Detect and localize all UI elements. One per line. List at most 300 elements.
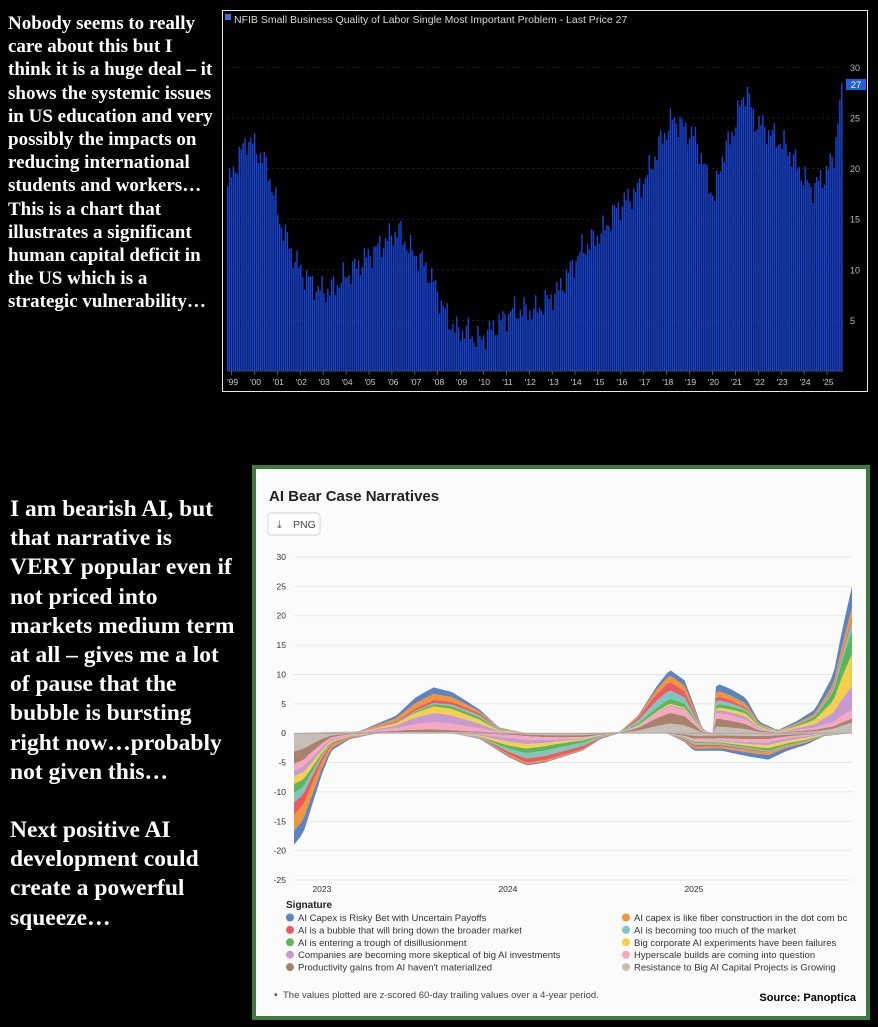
nfib-bar [826,166,827,371]
nfib-bar [520,310,521,371]
ai-y-tick: 10 [276,669,286,680]
nfib-bar [737,100,738,371]
nfib-bar [437,292,438,371]
nfib-bar [429,283,430,371]
nfib-bar [789,152,790,371]
nfib-bar [741,100,742,371]
nfib-bar [587,244,588,371]
nfib-bar [548,299,549,371]
nfib-x-tick: '02 [295,377,307,387]
nfib-bar [837,124,838,371]
nfib-bar [321,276,322,371]
nfib-bar [803,185,804,371]
legend-item-label: AI is a bubble that will bring down the broader market [298,925,522,937]
nfib-bar [574,278,575,371]
nfib-bar [758,116,759,371]
nfib-x-tick: '17 [639,377,651,387]
nfib-x-tick: '21 [730,377,742,387]
nfib-bar [294,262,295,371]
nfib-bar [799,167,800,371]
nfib-bar [448,329,449,371]
nfib-bar [275,187,276,371]
nfib-bar [271,192,272,371]
nfib-bar [550,294,551,371]
nfib-bar [495,335,496,371]
nfib-chart-title: NFIB Small Business Quality of Labor Single Most Important Problem - Last Price 27 [234,14,628,26]
nfib-x-tick: '10 [478,377,491,387]
nfib-x-tick: '16 [616,377,628,387]
nfib-bar [229,168,230,371]
nfib-bar [747,87,748,371]
nfib-bar [778,145,779,371]
ai-x-tick: 2025 [684,884,704,894]
nfib-bar [433,281,434,371]
nfib-bar [256,154,257,371]
nfib-bar [643,184,644,371]
nfib-bar [729,144,730,371]
download-icon[interactable]: ⤓ [277,519,282,531]
nfib-y-tick: 30 [850,62,861,73]
nfib-bar [323,293,324,371]
nfib-bar [485,349,486,371]
nfib-bar [479,336,480,371]
nfib-bar [783,130,784,371]
nfib-bar [510,311,511,371]
nfib-bar [475,347,476,371]
nfib-bar [566,270,567,371]
nfib-bar [728,131,729,371]
nfib-bar [539,308,540,371]
ai-bear-chart-svg [256,469,866,1016]
nfib-bar [722,157,723,371]
nfib-bar [743,97,744,371]
legend-item-label: Resistance to Big AI Capital Projects is Growing [634,962,836,974]
nfib-bar [368,249,369,371]
nfib-bar [373,246,374,371]
nfib-bar [252,144,253,371]
nfib-bar [766,144,767,371]
nfib-bar [808,183,809,371]
nfib-bar [701,153,702,371]
nfib-x-tick: '25 [822,377,834,387]
ai-area-pos-0 [294,586,852,733]
nfib-bar [312,276,313,371]
nfib-bar [772,130,773,371]
nfib-bar [454,332,455,371]
nfib-bar [408,253,409,371]
nfib-bar [335,295,336,371]
png-button-label[interactable]: PNG [293,519,316,531]
legend-swatch [286,914,294,922]
nfib-bar [233,166,234,371]
nfib-bar [466,326,467,371]
nfib-bar [568,273,569,371]
nfib-bar [518,318,519,371]
nfib-bar [327,288,328,371]
nfib-bar [629,201,630,371]
legend-swatch [286,951,294,959]
nfib-bar [525,304,526,371]
commentary-bottom-p2: Next positive AI development could create a powerful squeeze… [10,817,199,931]
commentary-top: Nobody seems to really care about this but I think it is a huge deal – it shows the systemic issues in US education and very possibly the impacts on reducing international students and workers…This is a chart that illustrates a significant human capital deficit in the US which is a strategic vulnerability… [8,13,213,313]
nfib-bar [231,177,232,371]
nfib-bar [754,131,755,371]
nfib-bar [267,181,268,371]
nfib-bar [633,189,634,371]
nfib-bar [602,215,603,371]
nfib-bar [439,313,440,371]
nfib-bar [289,249,290,371]
nfib-bar [458,327,459,371]
nfib-bar [631,209,632,371]
nfib-bar [764,127,765,371]
nfib-bar [369,256,370,371]
nfib-bar [443,306,444,371]
nfib-bar [258,163,259,371]
nfib-bar [801,181,802,371]
nfib-bar [695,127,696,371]
nfib-bar [512,308,513,371]
nfib-bar [456,317,457,371]
nfib-y-tick: 15 [850,214,861,225]
nfib-bar [627,189,628,371]
nfib-bar [308,276,309,371]
nfib-bar [285,224,286,371]
nfib-bar [250,137,251,371]
nfib-bar [841,83,842,371]
nfib-bar [277,215,278,371]
nfib-bar [822,188,823,371]
nfib-bar [325,302,326,371]
nfib-bar [341,283,342,371]
nfib-bar [560,278,561,371]
nfib-bar [599,244,600,371]
nfib-bar [343,262,344,371]
legend-swatch [622,951,630,959]
nfib-bar [677,137,678,371]
nfib-bar [774,123,775,371]
note-bullet: • [274,990,278,1001]
nfib-bar [691,126,692,371]
nfib-bar [383,248,384,371]
nfib-x-tick: '20 [707,377,720,387]
ai-y-tick: 30 [276,552,286,562]
nfib-bar [410,235,411,371]
nfib-bar [589,250,590,371]
legend-swatch [286,926,294,934]
nfib-bar [666,139,667,371]
nfib-bar [818,181,819,372]
legend-item-label: Hyperscale builds are coming into question [634,950,816,962]
nfib-bar [604,230,605,371]
nfib-bar [776,147,777,371]
nfib-bar [529,310,530,371]
nfib-bar [625,200,626,371]
nfib-bar [614,205,615,371]
legend-item-label: Companies are becoming more skeptical of big AI investments [298,950,561,962]
commentary-bottom-p1: I am bearish AI, but that narrative is VERY popular even if not priced into markets medium term at all – gives me a lot of pause that the bubble is bursting right now…probably not given this… [10,496,235,785]
nfib-bar [575,261,576,371]
nfib-bar [600,233,601,371]
legend-swatch [286,963,294,971]
nfib-bar [279,224,280,371]
nfib-bar [500,320,501,371]
ai-y-tick: -5 [278,757,286,768]
ai-y-tick: -25 [273,875,286,885]
nfib-bar [564,292,565,371]
nfib-bar [306,270,307,371]
nfib-bar [585,254,586,371]
nfib-bar [662,143,663,371]
nfib-bar [676,123,677,371]
nfib-bar [726,140,727,371]
legend-item-label: AI capex is like fiber construction in the dot com bc [634,913,848,924]
chart-source: Source: Panoptica [759,992,856,1004]
nfib-x-tick: '13 [547,377,559,387]
nfib-bar [237,174,238,371]
nfib-bar [595,246,596,371]
nfib-bar [670,108,671,371]
png-download-button[interactable] [268,513,320,535]
nfib-bar [427,282,428,371]
ai-y-tick: 15 [276,640,286,651]
nfib-bar [514,296,515,371]
nfib-bar [450,329,451,371]
nfib-bar [366,257,367,371]
nfib-bar [556,282,557,371]
nfib-bar [831,157,832,371]
nfib-bar [816,177,817,371]
nfib-bar [379,236,380,371]
nfib-bar [824,185,825,371]
nfib-x-tick: '03 [318,377,330,387]
legend-swatch [622,938,630,946]
nfib-bar [394,232,395,371]
nfib-bar [377,243,378,371]
nfib-bar [522,316,523,371]
nfib-x-tick: '14 [570,377,582,387]
nfib-x-tick: '09 [456,377,468,387]
nfib-bar [317,286,318,371]
nfib-bar [352,261,353,371]
nfib-bar [664,133,665,371]
nfib-bar [339,288,340,371]
nfib-bar [346,278,347,371]
nfib-bar [348,275,349,371]
nfib-bar [672,120,673,371]
nfib-bar [387,241,388,371]
nfib-bar [770,136,771,371]
nfib-bar [266,157,267,371]
nfib-bar [470,339,471,371]
nfib-bar [805,167,806,371]
nfib-bar [660,130,661,371]
nfib-bar [389,223,390,371]
nfib-bar [649,155,650,371]
nfib-bar [712,196,713,371]
nfib-bar [618,202,619,371]
nfib-bar [645,178,646,371]
nfib-bar [508,314,509,371]
nfib-bar [581,234,582,371]
nfib-bar [583,253,584,371]
nfib-x-tick: '24 [799,377,811,387]
nfib-bar [683,126,684,371]
nfib-bar [445,308,446,371]
nfib-bar [441,300,442,371]
nfib-bar [385,238,386,371]
nfib-bar [537,312,538,371]
ai-area-pos-5 [294,654,852,733]
nfib-bar [446,303,447,371]
nfib-bar [654,157,655,371]
nfib-bar [610,231,611,371]
nfib-bar [685,123,686,371]
nfib-bar [608,226,609,371]
nfib-bar [531,319,532,371]
nfib-bar [570,262,571,371]
chart-note: The values plotted are z-scored 60-day trailing values over a 4-year period. [283,990,599,1001]
nfib-bar [375,247,376,371]
ai-x-tick: 2024 [498,884,518,894]
nfib-bar [477,326,478,371]
ai-area-pos-2 [294,617,852,733]
nfib-bar [745,106,746,371]
nfib-bar [420,253,421,371]
nfib-bar [624,193,625,371]
nfib-bar [431,268,432,371]
nfib-bar [462,330,463,371]
nfib-bar [423,266,424,371]
nfib-bar [404,242,405,371]
nfib-bar [291,248,292,371]
ai-area-pos-3 [294,621,852,733]
legend-item-label: Big corporate AI experiments have been failures [634,937,837,949]
nfib-bar [310,277,311,371]
nfib-bar [606,225,607,371]
nfib-bar [356,269,357,371]
ai-y-tick: 25 [276,581,286,592]
nfib-chart-svg [223,11,866,390]
nfib-bar [381,257,382,371]
nfib-bar [791,167,792,371]
nfib-bar [316,292,317,371]
nfib-bar [402,245,403,371]
nfib-y-tick: 10 [850,265,861,276]
legend-swatch [286,938,294,946]
nfib-bar [421,251,422,371]
nfib-bar [487,330,488,371]
nfib-x-tick: '00 [249,377,262,387]
nfib-bar [300,265,301,371]
nfib-bar [779,144,780,371]
nfib-bar [702,164,703,371]
nfib-bar [504,314,505,371]
nfib-bar [304,289,305,371]
nfib-bar [435,280,436,371]
nfib-bar [468,317,469,371]
nfib-bar [400,221,401,371]
nfib-bar [240,149,241,371]
nfib-bar [535,295,536,371]
ai-bear-chart-title: AI Bear Case Narratives [269,488,440,505]
nfib-bar [254,133,255,371]
nfib-bar [635,192,636,371]
nfib-bar [591,229,592,371]
nfib-bar [406,250,407,371]
nfib-x-tick: '23 [776,377,788,387]
nfib-bar [242,143,243,371]
nfib-bar [689,138,690,371]
nfib-bar [806,180,807,371]
nfib-bar [554,294,555,371]
nfib-bar [658,136,659,371]
nfib-bar [314,300,315,371]
nfib-bar [262,163,263,371]
nfib-bar [523,297,524,371]
nfib-bar [668,130,669,371]
legend-swatch [622,963,630,971]
nfib-bar [720,171,721,371]
nfib-bar [785,143,786,371]
nfib-bar [753,109,754,371]
nfib-bar [239,147,240,371]
nfib-bar [641,197,642,371]
nfib-bar [489,321,490,371]
nfib-bar [597,236,598,371]
nfib-bar [656,160,657,371]
nfib-bar [679,117,680,371]
nfib-bar [835,137,836,371]
nfib-bar [647,175,648,371]
nfib-bar [620,220,621,371]
nfib-legend-swatch [225,14,231,20]
nfib-bar [235,172,236,371]
nfib-bar [547,295,548,371]
nfib-bar [302,277,303,371]
nfib-bar [283,241,284,371]
nfib-bar [393,245,394,371]
nfib-bar [506,331,507,371]
nfib-bar [344,277,345,371]
nfib-bar [828,169,829,371]
nfib-bar [699,164,700,371]
nfib-bar [264,152,265,371]
nfib-bar [697,144,698,371]
nfib-bar [354,259,355,371]
nfib-bar [693,136,694,371]
nfib-x-tick: '18 [662,377,674,387]
nfib-last-price-label: 27 [850,80,862,91]
ai-bear-chart-frame [252,465,870,1020]
nfib-bar [358,261,359,371]
nfib-bar [674,118,675,371]
nfib-bar [269,179,270,371]
nfib-bar [464,338,465,371]
nfib-bar [296,251,297,371]
nfib-bar [651,169,652,371]
nfib-bar [812,203,813,371]
nfib-x-tick: '05 [364,377,376,387]
ai-y-tick: -20 [273,845,286,856]
nfib-bar [724,162,725,371]
nfib-bar [491,330,492,371]
nfib-bar [718,174,719,371]
nfib-bar [793,154,794,371]
ai-y-tick: 0 [281,728,286,739]
nfib-bar [471,336,472,371]
commentary-bottom [10,495,242,933]
